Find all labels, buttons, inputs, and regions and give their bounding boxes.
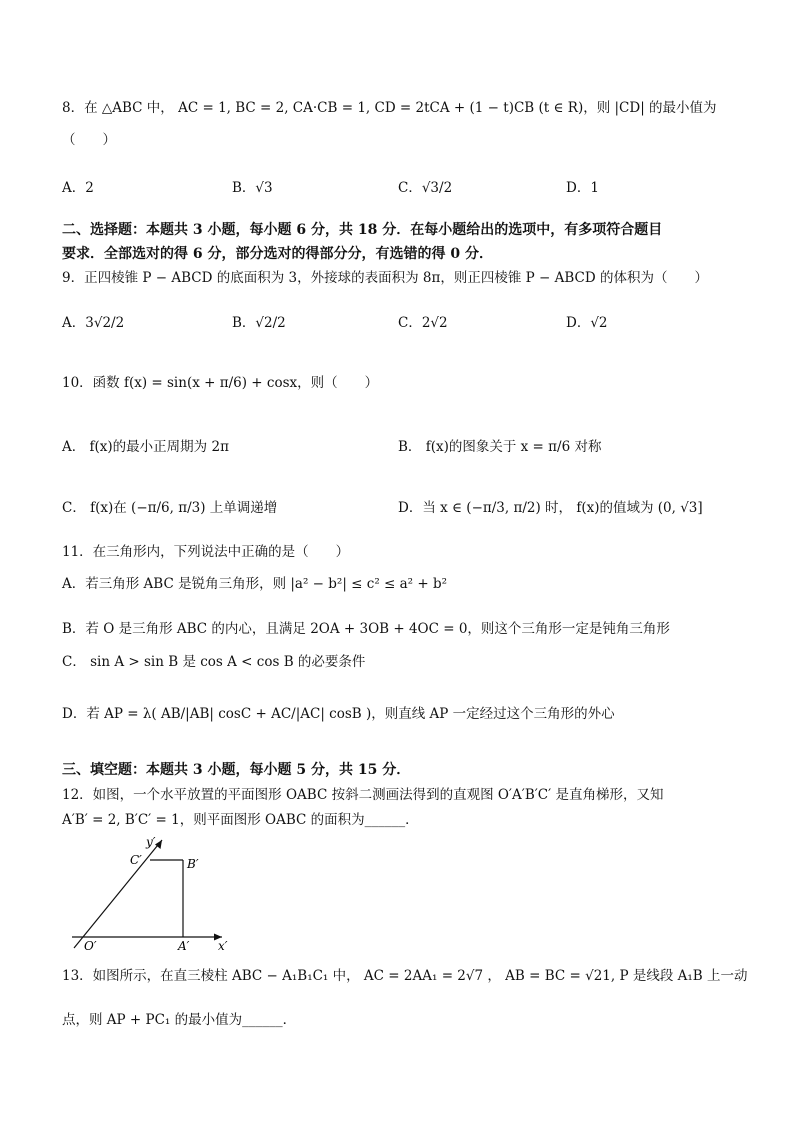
q10-option-c: C． f(x)在 (−π/6, π/3) 上单调递增	[62, 500, 278, 516]
q8-option-d: D．1	[566, 180, 599, 196]
q9-option-b: B．√2/2	[232, 315, 286, 331]
q9-stem: 9．正四棱锥 P − ABCD 的底面积为 3，外接球的表面积为 8π，则正四棱锥 P − ABCD 的体积为（ ）	[62, 270, 708, 286]
q10-option-d: D．当 x ∈ (−π/3, π/2) 时， f(x)的值域为 (0, √3]	[398, 500, 703, 516]
label-x: x′	[218, 939, 228, 952]
q11-option-b: B．若 O 是三角形 ABC 的内心，且满足 2OA + 3OB + 4OC = 0，则这个三角形一定是钝角三角形	[62, 621, 670, 637]
q10-stem: 10．函数 f(x) = sin(x + π/6) + cosx，则（ ）	[62, 375, 379, 391]
q10-option-b: B． f(x)的图象关于 x = π/6 对称	[398, 439, 602, 455]
label-c: C′	[130, 853, 142, 867]
q8-paren: （ ）	[62, 132, 116, 148]
q11-option-a: A．若三角形 ABC 是锐角三角形，则 |a² − b²| ≤ c² ≤ a² + b²	[62, 576, 448, 592]
q11-option-d: D．若 AP = λ( AB/|AB| cosC + AC/|AC| cosB )，则直线 AP 一定经过这个三角形的外心	[62, 706, 615, 722]
q9-option-c: C．2√2	[398, 315, 448, 331]
q13-line2: 点，则 AP + PC₁ 的最小值为______．	[62, 1012, 297, 1028]
trapezoid-diagram	[66, 832, 236, 952]
q8-option-a: A．2	[62, 180, 94, 196]
q12-line2: A′B′ = 2, B′C′ = 1，则平面图形 OABC 的面积为______．	[62, 812, 419, 828]
label-o: O′	[84, 939, 97, 952]
q12-line1: 12．如图，一个水平放置的平面图形 OABC 按斜二测画法得到的直观图 O′A′B′C′ 是直角梯形，又知	[62, 787, 664, 803]
q10-option-a: A． f(x)的最小正周期为 2π	[62, 439, 229, 455]
q12-figure	[66, 832, 236, 952]
label-y: y′	[146, 835, 156, 849]
q9-option-d: D．√2	[566, 315, 608, 331]
q8-option-c: C．√3/2	[398, 180, 453, 196]
q8-option-b: B．√3	[232, 180, 273, 196]
label-a: A′	[178, 939, 190, 952]
q8-stem: 8．在 △ABC 中， AC = 1, BC = 2, CA·CB = 1, CD = 2tCA + (1 − t)CB (t ∈ R)，则 |CD| 的最小值为	[62, 100, 717, 116]
q9-option-a: A．3√2/2	[62, 315, 125, 331]
section2-heading-line1: 二、选择题：本题共 3 小题，每小题 6 分，共 18 分．在每小题给出的选项中，有多项符合题目	[62, 222, 663, 238]
q11-stem: 11．在三角形内，下列说法中正确的是（ ）	[62, 544, 350, 560]
section2-heading-line2: 要求．全部选对的得 6 分，部分选对的得部分分，有选错的得 0 分．	[62, 246, 493, 262]
q13-line1: 13．如图所示，在直三棱柱 ABC − A₁B₁C₁ 中， AC = 2AA₁ = 2√7 ， AB = BC = √21, P 是线段 A₁B 上一动	[62, 968, 748, 984]
label-b: B′	[187, 857, 199, 871]
y-axis-line	[74, 840, 162, 948]
section3-heading: 三、填空题：本题共 3 小题，每小题 5 分，共 15 分．	[62, 762, 411, 778]
q11-option-c: C． sin A > sin B 是 cos A < cos B 的必要条件	[62, 654, 366, 670]
